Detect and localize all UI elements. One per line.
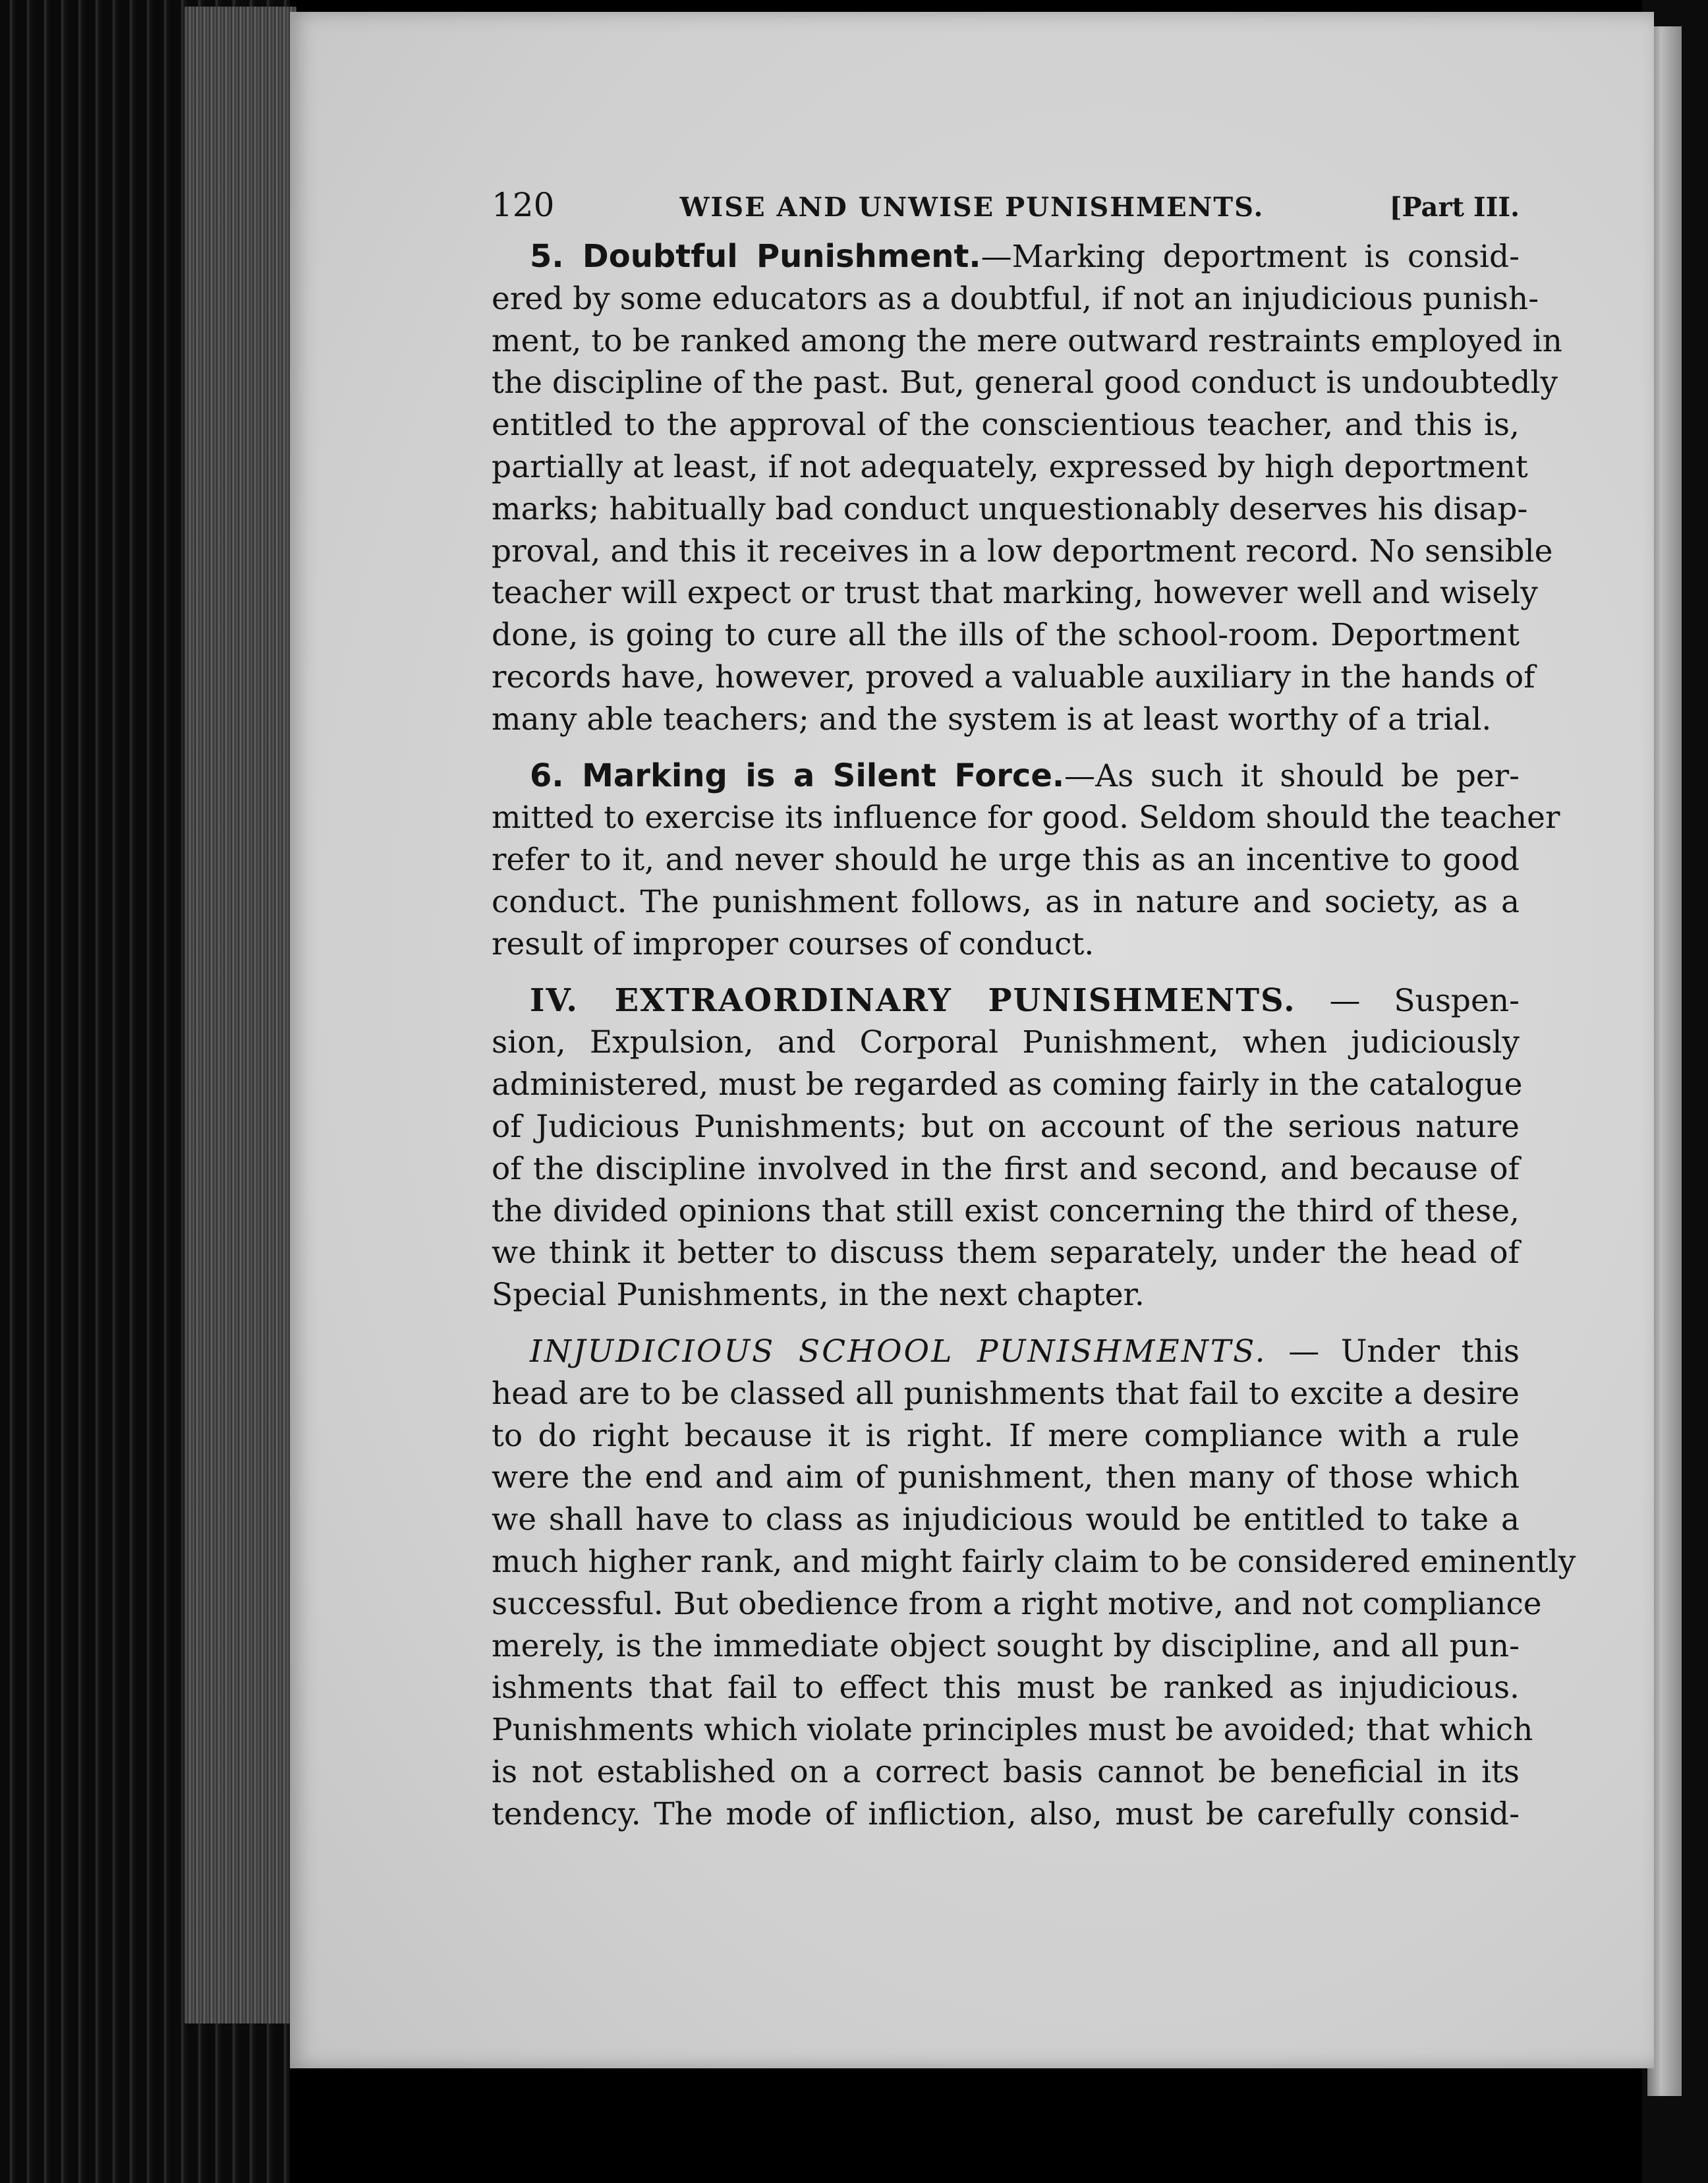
page-edges-stack (185, 7, 297, 2023)
section-marking-silent-force (492, 755, 1560, 966)
section-injudicious-punishments (492, 1331, 1576, 1836)
text-line: much higher rank, and might fairly claim to be considered eminently (492, 1543, 1576, 1580)
section-heading: INJUDICIOUS SCHOOL PUNISHMENTS. (530, 1333, 1267, 1370)
text-line: teacher will expect or trust that marking, however well and wisely (492, 575, 1538, 612)
text-line: Punishments which violate principles must be avoided; that which (492, 1712, 1533, 1749)
part-label: [Part III. (1389, 192, 1520, 223)
text-line: sion, Expulsion, and Corporal Punishment, when judiciously (492, 1024, 1520, 1061)
text-line: were the end and aim of punishment, then many of those which (492, 1459, 1520, 1496)
section-heading: 5. Doubtful Punishment. (530, 238, 981, 275)
text-line: head are to be classed all punishments that fail to excite a desire (492, 1375, 1520, 1412)
text-line: ishments that fail to effect this must be ranked as injudicious. (492, 1670, 1520, 1706)
running-title: WISE AND UNWISE PUNISHMENTS. (679, 192, 1265, 223)
text-line: entitled to the approval of the conscientious teacher, and this is, (492, 407, 1520, 444)
text-line: is not established on a correct basis cannot be beneficial in its (492, 1753, 1520, 1790)
section-doubtful-punishment (492, 236, 1562, 741)
page-number: 120 (492, 186, 555, 224)
text-line: of the discipline involved in the first and second, and because of (492, 1150, 1520, 1187)
section-heading: 6. Marking is a Silent Force. (530, 757, 1065, 794)
page-text (492, 185, 1576, 1835)
book-page (290, 12, 1654, 2068)
text-line: conduct. The punishment follows, as in nature and society, as a (492, 883, 1520, 920)
text-line: mitted to exercise its influence for good. Seldom should the teacher (492, 800, 1560, 836)
text-line: we think it better to discuss them separately, under the head of (492, 1235, 1520, 1271)
text-line: 5. Doubtful Punishment.—Marking deportment is consid- (530, 238, 1520, 275)
text-line: records have, however, proved a valuable auxiliary in the hands of (492, 658, 1535, 695)
text-line: done, is going to cure all the ills of the school-room. Deportment (492, 617, 1520, 654)
text-line: ered by some educators as a doubtful, if not an injudicious punish- (492, 280, 1539, 317)
text-line: marks; habitually bad conduct unquestionably deserves his disap- (492, 490, 1528, 527)
text-line: administered, must be regarded as coming fairly in the catalogue (492, 1066, 1523, 1103)
text-line: tendency. The mode of infliction, also, must be carefully consid- (492, 1795, 1520, 1832)
text-line: of Judicious Punishments; but on account of the serious nature (492, 1108, 1520, 1145)
text-line: many able teachers; and the system is at least worthy of a trial. (492, 701, 1492, 738)
text-line: we shall have to class as injudicious would be entitled to take a (492, 1501, 1520, 1538)
text-line: ment, to be ranked among the mere outward restraints employed in (492, 322, 1562, 359)
text-line: result of improper courses of conduct. (492, 925, 1095, 962)
text-line: Special Punishments, in the next chapter. (492, 1277, 1145, 1314)
text-line: the discipline of the past. But, general good conduct is undoubtedly (492, 364, 1558, 401)
text-line: partially at least, if not adequately, expressed by high deportment (492, 448, 1528, 485)
text-line: to do right because it is right. If mere compliance with a rule (492, 1417, 1520, 1454)
text-line: INJUDICIOUS SCHOOL PUNISHMENTS. — Under this (530, 1333, 1520, 1370)
text-line: proval, and this it receives in a low deportment record. No sensible (492, 533, 1553, 569)
section-extraordinary-punishments (492, 980, 1523, 1316)
text-line: refer to it, and never should he urge this as an incentive to good (492, 842, 1520, 879)
text-line: 6. Marking is a Silent Force.—As such it should be per- (530, 757, 1520, 794)
text-line: successful. But obedience from a right motive, and not compliance (492, 1585, 1542, 1622)
section-heading: IV. EXTRAORDINARY PUNISHMENTS. (530, 981, 1296, 1019)
text-line: IV. EXTRAORDINARY PUNISHMENTS. — Suspen- (530, 981, 1520, 1019)
running-head (492, 185, 1520, 232)
text-line: the divided opinions that still exist concerning the third of these, (492, 1192, 1520, 1229)
text-line: merely, is the immediate object sought by discipline, and all pun- (492, 1627, 1520, 1664)
